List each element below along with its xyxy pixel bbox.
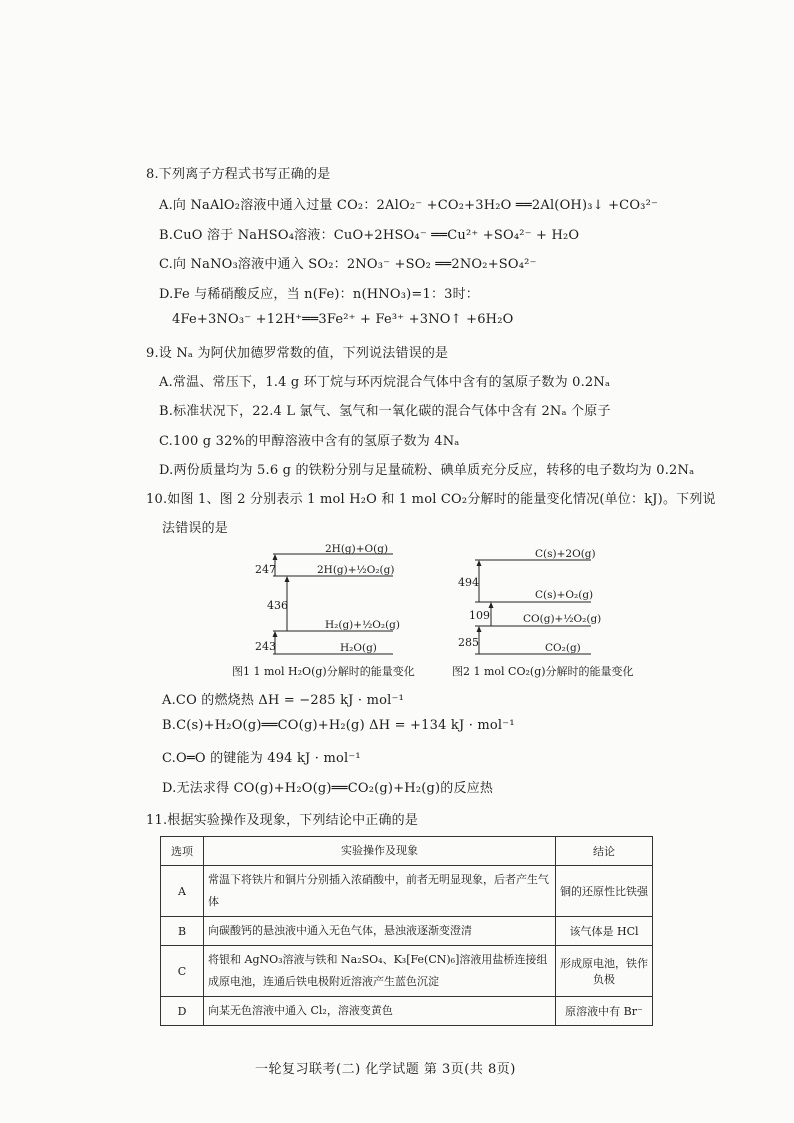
header-operation: 实验操作及现象 [204,837,556,866]
q9-option-c: C.100 g 32%的甲醇溶液中含有的氢原子数为 4Nₐ [159,434,460,449]
row-b-option: B [161,917,204,946]
value-494: 494 [458,576,479,589]
q8-option-c: C.向 NaNO₃溶液中通入 SO₂：2NO₃⁻ +SO₂ ══2NO₂+SO₄²⁻ [159,257,537,272]
level-CO-halfO2: CO(g)+½O₂(g) [523,613,602,625]
value-243: 243 [255,640,276,653]
q10-title-continued: 法错误的是 [162,521,229,536]
q9-option-a: A.常温、常压下，1.4 g 环丁烷与环丙烷混合气体中含有的氢原子数为 0.2Nₐ [159,375,611,390]
row-a-option: A [161,866,204,917]
header-conclusion: 结论 [556,837,653,866]
table-row [161,997,653,1026]
q10-option-d: D.无法求得 CO(g)+H₂O(g)══CO₂(g)+H₂(g)的反应热 [162,781,494,796]
level-H2-halfO2: H₂(g)+½O₂(g) [325,619,400,631]
table-header-row [161,837,653,866]
row-c-option: C [161,946,204,997]
level-CO2: CO₂(g) [545,642,581,654]
energy-diagram-1 [245,542,405,662]
level-H2O: H₂O(g) [340,642,377,654]
q9-title: 9.设 Nₐ 为阿伏加德罗常数的值，下列说法错误的是 [146,346,449,361]
row-a-operation: 常温下将铁片和铜片分别插入浓硝酸中，前者无明显现象，后者产生气体 [204,866,556,917]
value-436: 436 [267,599,288,612]
q8-option-a: A.向 NaAlO₂溶液中通入过量 CO₂：2AlO₂⁻ +CO₂+3H₂O ══2Al(OH)₃↓ +CO₃²⁻ [159,198,659,213]
q10-option-c: C.O═O 的键能为 494 kJ · mol⁻¹ [162,751,361,766]
row-c-operation: 将银和 AgNO₃溶液与铁和 Na₂SO₄、K₃[Fe(CN)₆]溶液用盐桥连接组成原电池，连通后铁电极附近溶液产生蓝色沉淀 [204,946,556,997]
row-d-option: D [161,997,204,1026]
q8-option-b: B.CuO 溶于 NaHSO₄溶液：CuO+2HSO₄⁻ ══Cu²⁺ +SO₄²⁻ + H₂O [159,228,580,243]
row-a-conclusion: 铜的还原性比铁强 [556,866,653,917]
value-285: 285 [458,636,479,649]
q8-title: 8.下列离子方程式书写正确的是 [146,167,331,182]
q9-option-d: D.两份质量均为 5.6 g 的铁粉分别与足量硫粉、碘单质充分反应，转移的电子数均为 0.2Nₐ [159,463,695,478]
q8-option-d: D.Fe 与稀硝酸反应，当 n(Fe)：n(HNO₃)=1：3时： [159,287,480,302]
q9-option-b: B.标准状况下，22.4 L 氯气、氢气和一氧化碳的混合气体中含有 2Nₐ 个原子 [159,404,611,419]
q8-option-d-equation: 4Fe+3NO₃⁻ +12H⁺══3Fe²⁺ + Fe³⁺ +3NO↑ +6H₂O [172,312,514,327]
row-d-operation: 向某无色溶液中通入 Cl₂，溶液变黄色 [204,997,556,1026]
q10-option-a: A.CO 的燃烧热 ΔH = −285 kJ · mol⁻¹ [162,693,404,708]
page-footer: 一轮复习联考(二) 化学试题 第 3页(共 8页) [255,1062,516,1077]
figure-1-caption: 图1 1 mol H₂O(g)分解时的能量变化 [232,665,415,678]
row-c-conclusion: 形成原电池，铁作负极 [556,946,653,997]
table-row [161,946,653,997]
q10-title: 10.如图 1、图 2 分别表示 1 mol H₂O 和 1 mol CO₂分解时的能量变化情况(单位：kJ)。下列说 [146,492,716,507]
level-C-2O: C(s)+2O(g) [535,548,596,560]
row-d-conclusion: 原溶液中有 Br⁻ [556,997,653,1026]
row-b-operation: 向碳酸钙的悬浊液中通入无色气体，悬浊液逐渐变澄清 [204,917,556,946]
level-2H-O: 2H(g)+O(g) [325,543,389,555]
header-option: 选项 [161,837,204,866]
level-C-O2: C(s)+O₂(g) [535,589,594,601]
value-109: 109 [469,609,490,622]
row-b-conclusion: 该气体是 HCl [556,917,653,946]
level-2H-halfO2: 2H(g)+½O₂(g) [317,564,395,576]
figure-2-caption: 图2 1 mol CO₂(g)分解时的能量变化 [452,665,634,678]
q11-title: 11.根据实验操作及现象，下列结论中正确的是 [146,813,419,828]
q10-option-b: B.C(s)+H₂O(g)══CO(g)+H₂(g) ΔH = +134 kJ · mol⁻¹ [162,718,515,733]
table-row [161,917,653,946]
table-row [161,866,653,917]
experiment-table [160,836,653,1026]
energy-diagram-2 [455,542,615,662]
value-247: 247 [255,563,276,576]
